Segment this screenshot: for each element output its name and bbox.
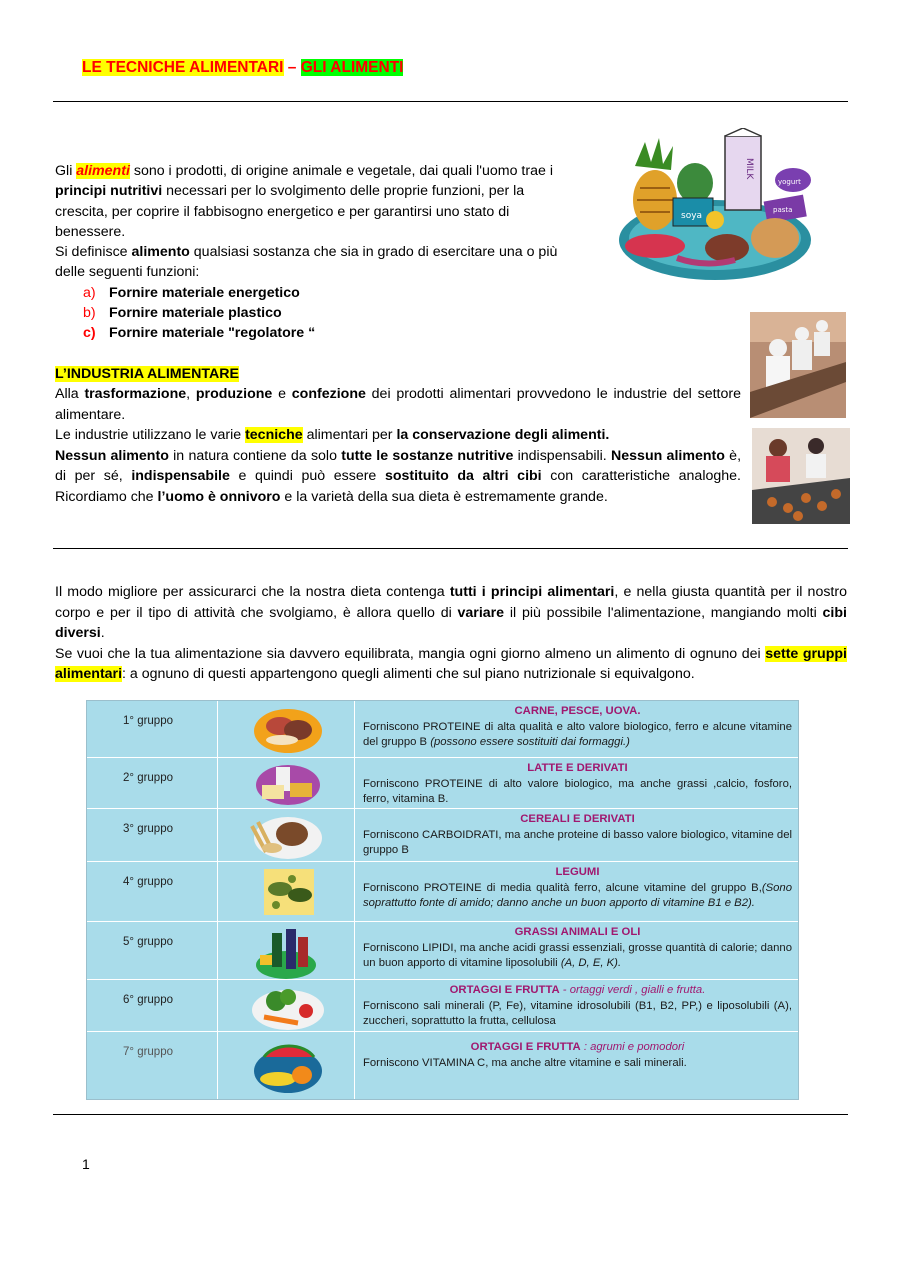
dairy-icon (218, 758, 355, 808)
group-description: CEREALI E DERIVATI Forniscono CARBOIDRATI, ma anche proteine di basso valore biologico, vitamine del gruppo B (363, 813, 792, 857)
divider (53, 101, 848, 102)
factory-photo-1 (750, 312, 846, 418)
industry-paragraph-1: Alla trasformazione, produzione e confezione dei prodotti alimentari provvedono le industrie del settore alimentare. (55, 386, 741, 423)
oils-icon (218, 922, 355, 979)
intro-section (55, 161, 575, 344)
group-heading: LEGUMI (555, 866, 600, 878)
title-separator: – (283, 59, 301, 76)
group-description: ORTAGGI E FRUTTA : agrumi e pomodori Forniscono VITAMINA C, ma anche altre vitamine e sali minerali. (363, 1041, 687, 1069)
fruit-icon (218, 1032, 355, 1099)
group-cell: 4° gruppo (87, 862, 218, 921)
group-description: CARNE, PESCE, UOVA. Forniscono PROTEINE di alta qualità e alto valore biologico, ferro e alcune vitamine del gruppo B (possono essere sostituiti dai formaggi.) (363, 705, 792, 749)
milk-label: MILK (744, 158, 754, 180)
table-row (87, 701, 798, 758)
group-heading: ORTAGGI E FRUTTA (470, 1041, 581, 1053)
list-item: b) Fornire materiale plastico (83, 305, 282, 322)
group-heading: LATTE E DERIVATI (527, 762, 628, 774)
group-description: LEGUMI Forniscono PROTEINE di media qualità ferro, alcune vitamine del gruppo B,(Sono soprattutto fonte di amido; danno anche un buon apporto di vitamine B1 e B2). (363, 866, 792, 910)
group-cell: 5° gruppo (87, 922, 218, 979)
table-row (87, 922, 798, 980)
divider (53, 548, 848, 549)
functions-list (55, 283, 575, 344)
vegetables-icon (218, 980, 355, 1031)
group-cell: 2° gruppo (87, 758, 218, 808)
divider (53, 1114, 848, 1115)
table-row (87, 862, 798, 922)
group-cell: 7° gruppo (87, 1032, 218, 1099)
pasta-label: pasta (773, 206, 793, 214)
legumes-icon (218, 862, 355, 921)
diet-paragraph-1: Il modo migliore per assicurarci che la nostra dieta contenga tutti i principi alimentari, e nella giusta quantità per il nostro corpo e per il tipo di attività che svolgiamo, è allora quello di variare il più possibile l'alimentazione, mangiando molti cibi diversi. (55, 584, 847, 642)
food-groups-table (86, 700, 799, 1100)
intro-paragraph-1: Gli alimenti sono i prodotti, di origine animale e vegetale, dai quali l'uomo trae i principi nutritivi necessari per lo svolgimento delle proprie funzioni, per la crescita, per coprire il fabbisogno energetico e per garantirsi uno stato di benessere. (55, 163, 553, 240)
group-heading: CARNE, PESCE, UOVA. (514, 705, 641, 717)
group-cell: 1° gruppo (87, 701, 218, 757)
cereals-icon (218, 809, 355, 861)
group-cell: 6° gruppo (87, 980, 218, 1031)
group-description: LATTE E DERIVATI Forniscono PROTEINE di alto valore biologico, ma anche grassi ,calcio, fosforo, ferro, vitamina B. (363, 762, 792, 806)
industry-section (55, 384, 741, 508)
table-row (87, 809, 798, 862)
group-heading: GRASSI ANIMALI E OLI (514, 926, 641, 938)
group-description: ORTAGGI E FRUTTA - ortaggi verdi , gialli e frutta. Forniscono sali minerali (P, Fe), vitamine idrosolubili (B1, B2, PP,) e liposolubili (A), zuccheri, soprattutto la frutta, cellulosa (363, 984, 792, 1028)
group-heading: ORTAGGI E FRUTTA (449, 984, 560, 996)
industry-heading: L’INDUSTRIA ALIMENTARE (55, 366, 239, 382)
group-cell: 3° gruppo (87, 809, 218, 861)
title-part-1: LE TECNICHE ALIMENTARI (82, 59, 284, 76)
industry-paragraph-2: Le industrie utilizzano le varie tecniche alimentari per la conservazione degli alimenti. (55, 427, 610, 444)
yogurt-label: yogurt (778, 178, 801, 186)
page-title (82, 58, 403, 78)
factory-photo-2 (752, 428, 850, 524)
group-description: GRASSI ANIMALI E OLI Forniscono LIPIDI, ma anche acidi grassi essenziali, grosse quantità di calorie; danno un buon apporto di vitamine liposolubili (A, D, E, K). (363, 926, 792, 970)
soya-label: soya (681, 211, 703, 221)
group-heading: CEREALI E DERIVATI (520, 813, 635, 825)
list-item: c) Fornire materiale "regolatore “ (83, 325, 316, 342)
list-item: a) Fornire materiale energetico (83, 284, 300, 301)
table-row (87, 980, 798, 1032)
industry-paragraph-3: Nessun alimento in natura contiene da solo tutte le sostanze nutritive indispensabili. Nessun alimento è, di per sé, indispensabile e quindi può essere sostituito da altri cibi con caratteristiche analoghe. Ricordiamo che l’uomo è onnivoro e la varietà della sua dieta è estremamente grande. (55, 447, 742, 505)
page-number: 1 (82, 1156, 90, 1172)
table-row (87, 758, 798, 809)
title-part-2: GLI ALIMENTI (300, 59, 404, 76)
meat-icon (218, 701, 355, 757)
diet-section (55, 582, 847, 685)
food-plate-illustration (615, 128, 815, 286)
intro-paragraph-2: Si definisce alimento qualsiasi sostanza che sia in grado di esercitare una o più delle seguenti funzioni: (55, 244, 558, 281)
diet-paragraph-2: Se vuoi che la tua alimentazione sia davvero equilibrata, mangia ogni giorno almeno un alimento di ognuno dei sette gruppi alimentari: a ognuno di questi appartengono quegli alimenti che sul piano nutrizionale si equivalgono. (55, 645, 847, 683)
table-row (87, 1032, 798, 1099)
